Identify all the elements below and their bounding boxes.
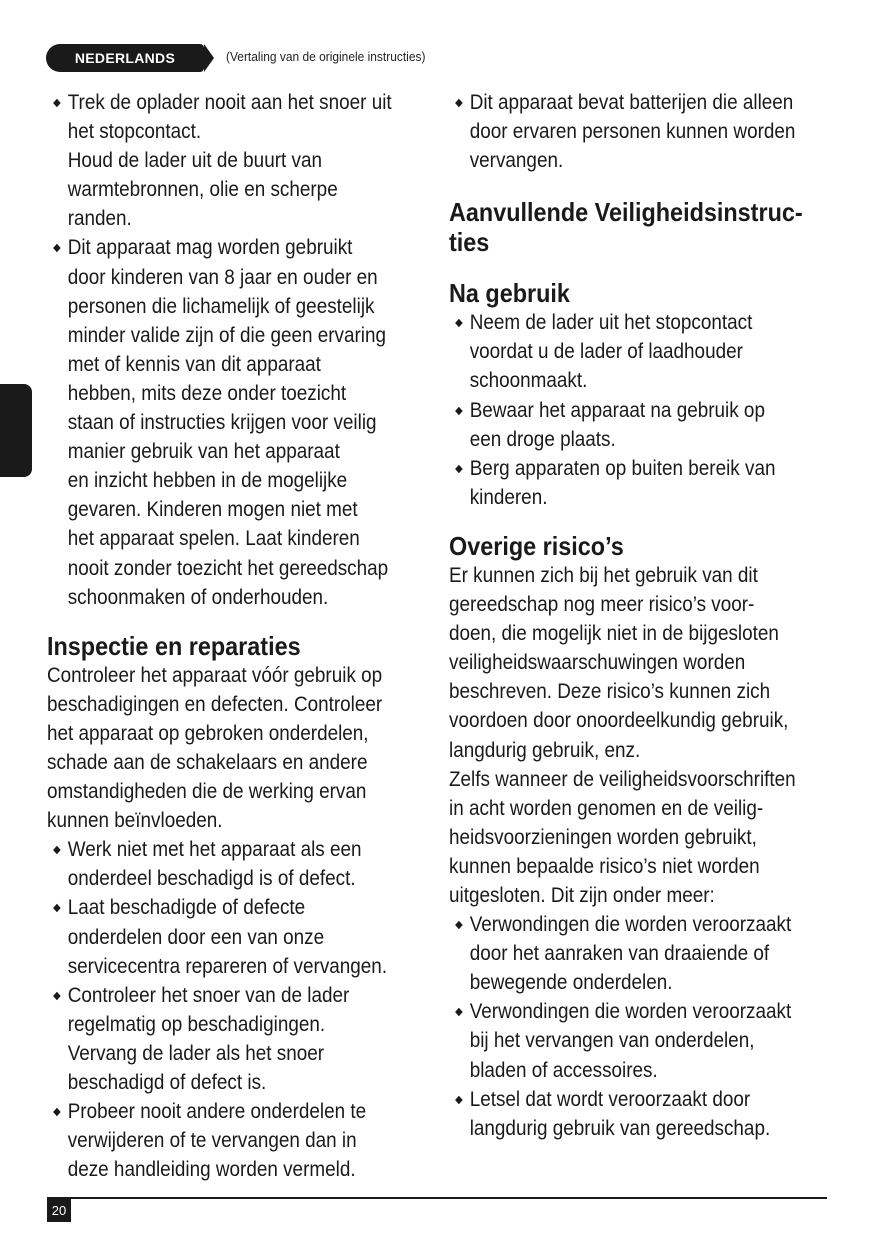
text-line: beschreven. Deze risico’s kunnen zich — [449, 680, 771, 704]
text-line: het apparaat spelen. Laat kinderen — [67, 527, 360, 551]
text-line: Dit apparaat bevat batterijen die alleen — [469, 91, 794, 114]
list-item — [449, 454, 834, 512]
text-line: schoonmaken of onderhouden. — [67, 585, 329, 609]
text-line: vervangen. — [469, 149, 564, 173]
text-line: langdurig gebruik van gereedschap. — [469, 1116, 771, 1140]
risicos-paragraph — [449, 561, 834, 910]
text-line: Controleer het snoer van de lader — [67, 983, 350, 1007]
text-line: voordoen door onoordeelkundig gebruik, — [449, 709, 789, 733]
language-badge: NEDERLANDS — [46, 44, 204, 72]
text-line: door kinderen van 8 jaar en ouder en — [67, 265, 378, 289]
list-item — [449, 910, 834, 997]
text-line: ties — [449, 227, 490, 258]
diamond-bullet-icon — [455, 465, 463, 473]
text-line: deze handleiding worden vermeld. — [67, 1158, 356, 1182]
text-line: in acht worden genomen en de veilig- — [449, 796, 764, 820]
diamond-bullet-icon — [455, 921, 463, 929]
text-line: staan of instructies krijgen voor veilig — [67, 411, 377, 435]
text-line: Er kunnen zich bij het gebruik van dit — [449, 563, 758, 587]
inspectie-paragraph — [47, 661, 432, 836]
text-line: en inzicht hebben in de mogelijke — [67, 469, 348, 493]
text-line: Probeer nooit andere onderdelen te — [67, 1100, 367, 1124]
list-item — [449, 1085, 834, 1143]
text-line: minder valide zijn of die geen ervaring — [67, 323, 387, 347]
list-item — [47, 981, 432, 1097]
right-column — [449, 88, 834, 1143]
diamond-bullet-icon — [455, 1008, 463, 1016]
text-line: Laat beschadigde of defecte — [67, 896, 306, 920]
text-line: schoonmaakt. — [469, 369, 588, 393]
text-line: gevaren. Kinderen mogen niet met — [67, 498, 358, 522]
text-line: verwijderen of te vervangen dan in — [67, 1129, 357, 1153]
bullet-list — [449, 308, 834, 512]
left-bullets-1 — [47, 88, 432, 612]
text-line: Letsel dat wordt veroorzaakt door — [469, 1087, 751, 1111]
text-line: een droge plaats. — [469, 427, 616, 451]
text-line: gereedschap nog meer risico’s voor- — [449, 593, 755, 617]
text-line: beschadigingen en defecten. Controleer — [47, 692, 383, 716]
section-title-inspectie: Inspectie en reparaties — [47, 630, 301, 661]
diamond-bullet-icon — [53, 1108, 61, 1116]
text-line: Bewaar het apparaat na gebruik op — [469, 398, 765, 422]
list-item — [449, 88, 834, 175]
text-line: manier gebruik van het apparaat — [67, 440, 340, 464]
list-item — [449, 396, 834, 454]
list-item — [47, 835, 432, 893]
text-line: door het aanraken van draaiende of — [469, 942, 770, 966]
bullet-list — [449, 910, 834, 1143]
section-title-na-gebruik: Na gebruik — [449, 278, 570, 309]
list-item — [47, 893, 432, 980]
text-line: uitgesloten. Dit zijn onder meer: — [449, 883, 715, 907]
inspectie-bullets — [47, 835, 432, 1184]
text-line: het stopcontact. — [67, 120, 202, 144]
text-line: bij het vervangen van onderdelen, — [469, 1029, 755, 1053]
text-line: kunnen beïnvloeden. — [47, 809, 223, 833]
text-line: servicecentra repareren of vervangen. — [67, 954, 388, 978]
text-line: Houd de lader uit de buurt van — [67, 149, 322, 173]
text-line: kinderen. — [469, 485, 548, 509]
diamond-bullet-icon — [455, 1095, 463, 1103]
left-column — [47, 88, 432, 1184]
list-item — [47, 233, 432, 611]
text-line: Verwondingen die worden veroorzaakt — [469, 1000, 792, 1024]
diamond-bullet-icon — [455, 406, 463, 414]
text-line: hebben, mits deze onder toezicht — [67, 381, 347, 405]
text-line: warmtebronnen, olie en scherpe — [67, 178, 338, 202]
text-line: Werk niet met het apparaat als een — [67, 838, 362, 862]
diamond-bullet-icon — [53, 904, 61, 912]
text-line: door ervaren personen kunnen worden — [469, 120, 796, 144]
text-line: voordat u de lader of laadhouder — [469, 340, 743, 364]
text-line: omstandigheden die de werking ervan — [47, 780, 367, 804]
text-line: randen. — [67, 207, 132, 231]
text-line: regelmatig op beschadigingen. — [67, 1012, 326, 1036]
diamond-bullet-icon — [53, 991, 61, 999]
text-line: Trek de oplader nooit aan het snoer uit — [67, 91, 392, 114]
text-line: personen die lichamelijk of geestelijk — [67, 294, 375, 318]
list-item — [449, 997, 834, 1084]
text-line: kunnen bepaalde risico’s niet worden — [449, 854, 760, 878]
text-line: doen, die mogelijk niet in de bijgesloten — [449, 622, 779, 646]
diamond-bullet-icon — [455, 99, 463, 107]
header-subtitle: (Vertaling van de originele instructies) — [226, 49, 426, 64]
text-line: Dit apparaat mag worden gebruikt — [67, 236, 353, 260]
text-line: nooit zonder toezicht het gereedschap — [67, 556, 389, 580]
text-line: beschadigd of defect is. — [67, 1071, 267, 1094]
text-line: Berg apparaten op buiten bereik van — [469, 456, 776, 480]
diamond-bullet-icon — [53, 244, 61, 252]
text-line: bladen of accessoires. — [469, 1058, 658, 1082]
diamond-bullet-icon — [455, 319, 463, 327]
side-tab-marker — [0, 384, 32, 477]
text-line: Zelfs wanneer de veiligheidsvoorschriften — [449, 767, 796, 791]
text-line: Neem de lader uit het stopcontact — [469, 311, 753, 335]
text-line: Verwondingen die worden veroorzaakt — [469, 913, 792, 937]
text-line: Vervang de lader als het snoer — [67, 1041, 325, 1065]
risicos-bullets — [449, 910, 834, 1143]
bullet-list — [47, 88, 432, 612]
section-title-risicos: Overige risico’s — [449, 530, 624, 561]
diamond-bullet-icon — [53, 846, 61, 854]
right-bullets-1 — [449, 88, 834, 175]
text-line: onderdelen door een van onze — [67, 925, 325, 949]
list-item — [449, 308, 834, 395]
bullet-list — [449, 88, 834, 175]
text-line: Controleer het apparaat vóór gebruik op — [47, 663, 383, 687]
list-item — [47, 1097, 432, 1184]
footer-rule — [47, 1197, 827, 1199]
page-number: 20 — [47, 1199, 71, 1222]
text-line: schade aan de schakelaars en andere — [47, 750, 368, 774]
text-line: onderdeel beschadigd is of defect. — [67, 867, 356, 891]
section-title-aanvullend — [449, 197, 834, 257]
text-line: langdurig gebruik, enz. — [449, 738, 641, 762]
text-line: het apparaat op gebroken onderdelen, — [47, 721, 369, 745]
bullet-list — [47, 835, 432, 1184]
text-line: heidsvoorzieningen worden gebruikt, — [449, 825, 757, 849]
text-line: bewegende onderdelen. — [469, 971, 673, 995]
na-gebruik-bullets — [449, 308, 834, 512]
list-item — [47, 88, 432, 233]
diamond-bullet-icon — [53, 99, 61, 107]
text-line: met of kennis van dit apparaat — [67, 352, 321, 376]
text-line: veiligheidswaarschuwingen worden — [449, 651, 746, 675]
text-line: Aanvullende Veiligheidsinstruc- — [449, 197, 803, 228]
